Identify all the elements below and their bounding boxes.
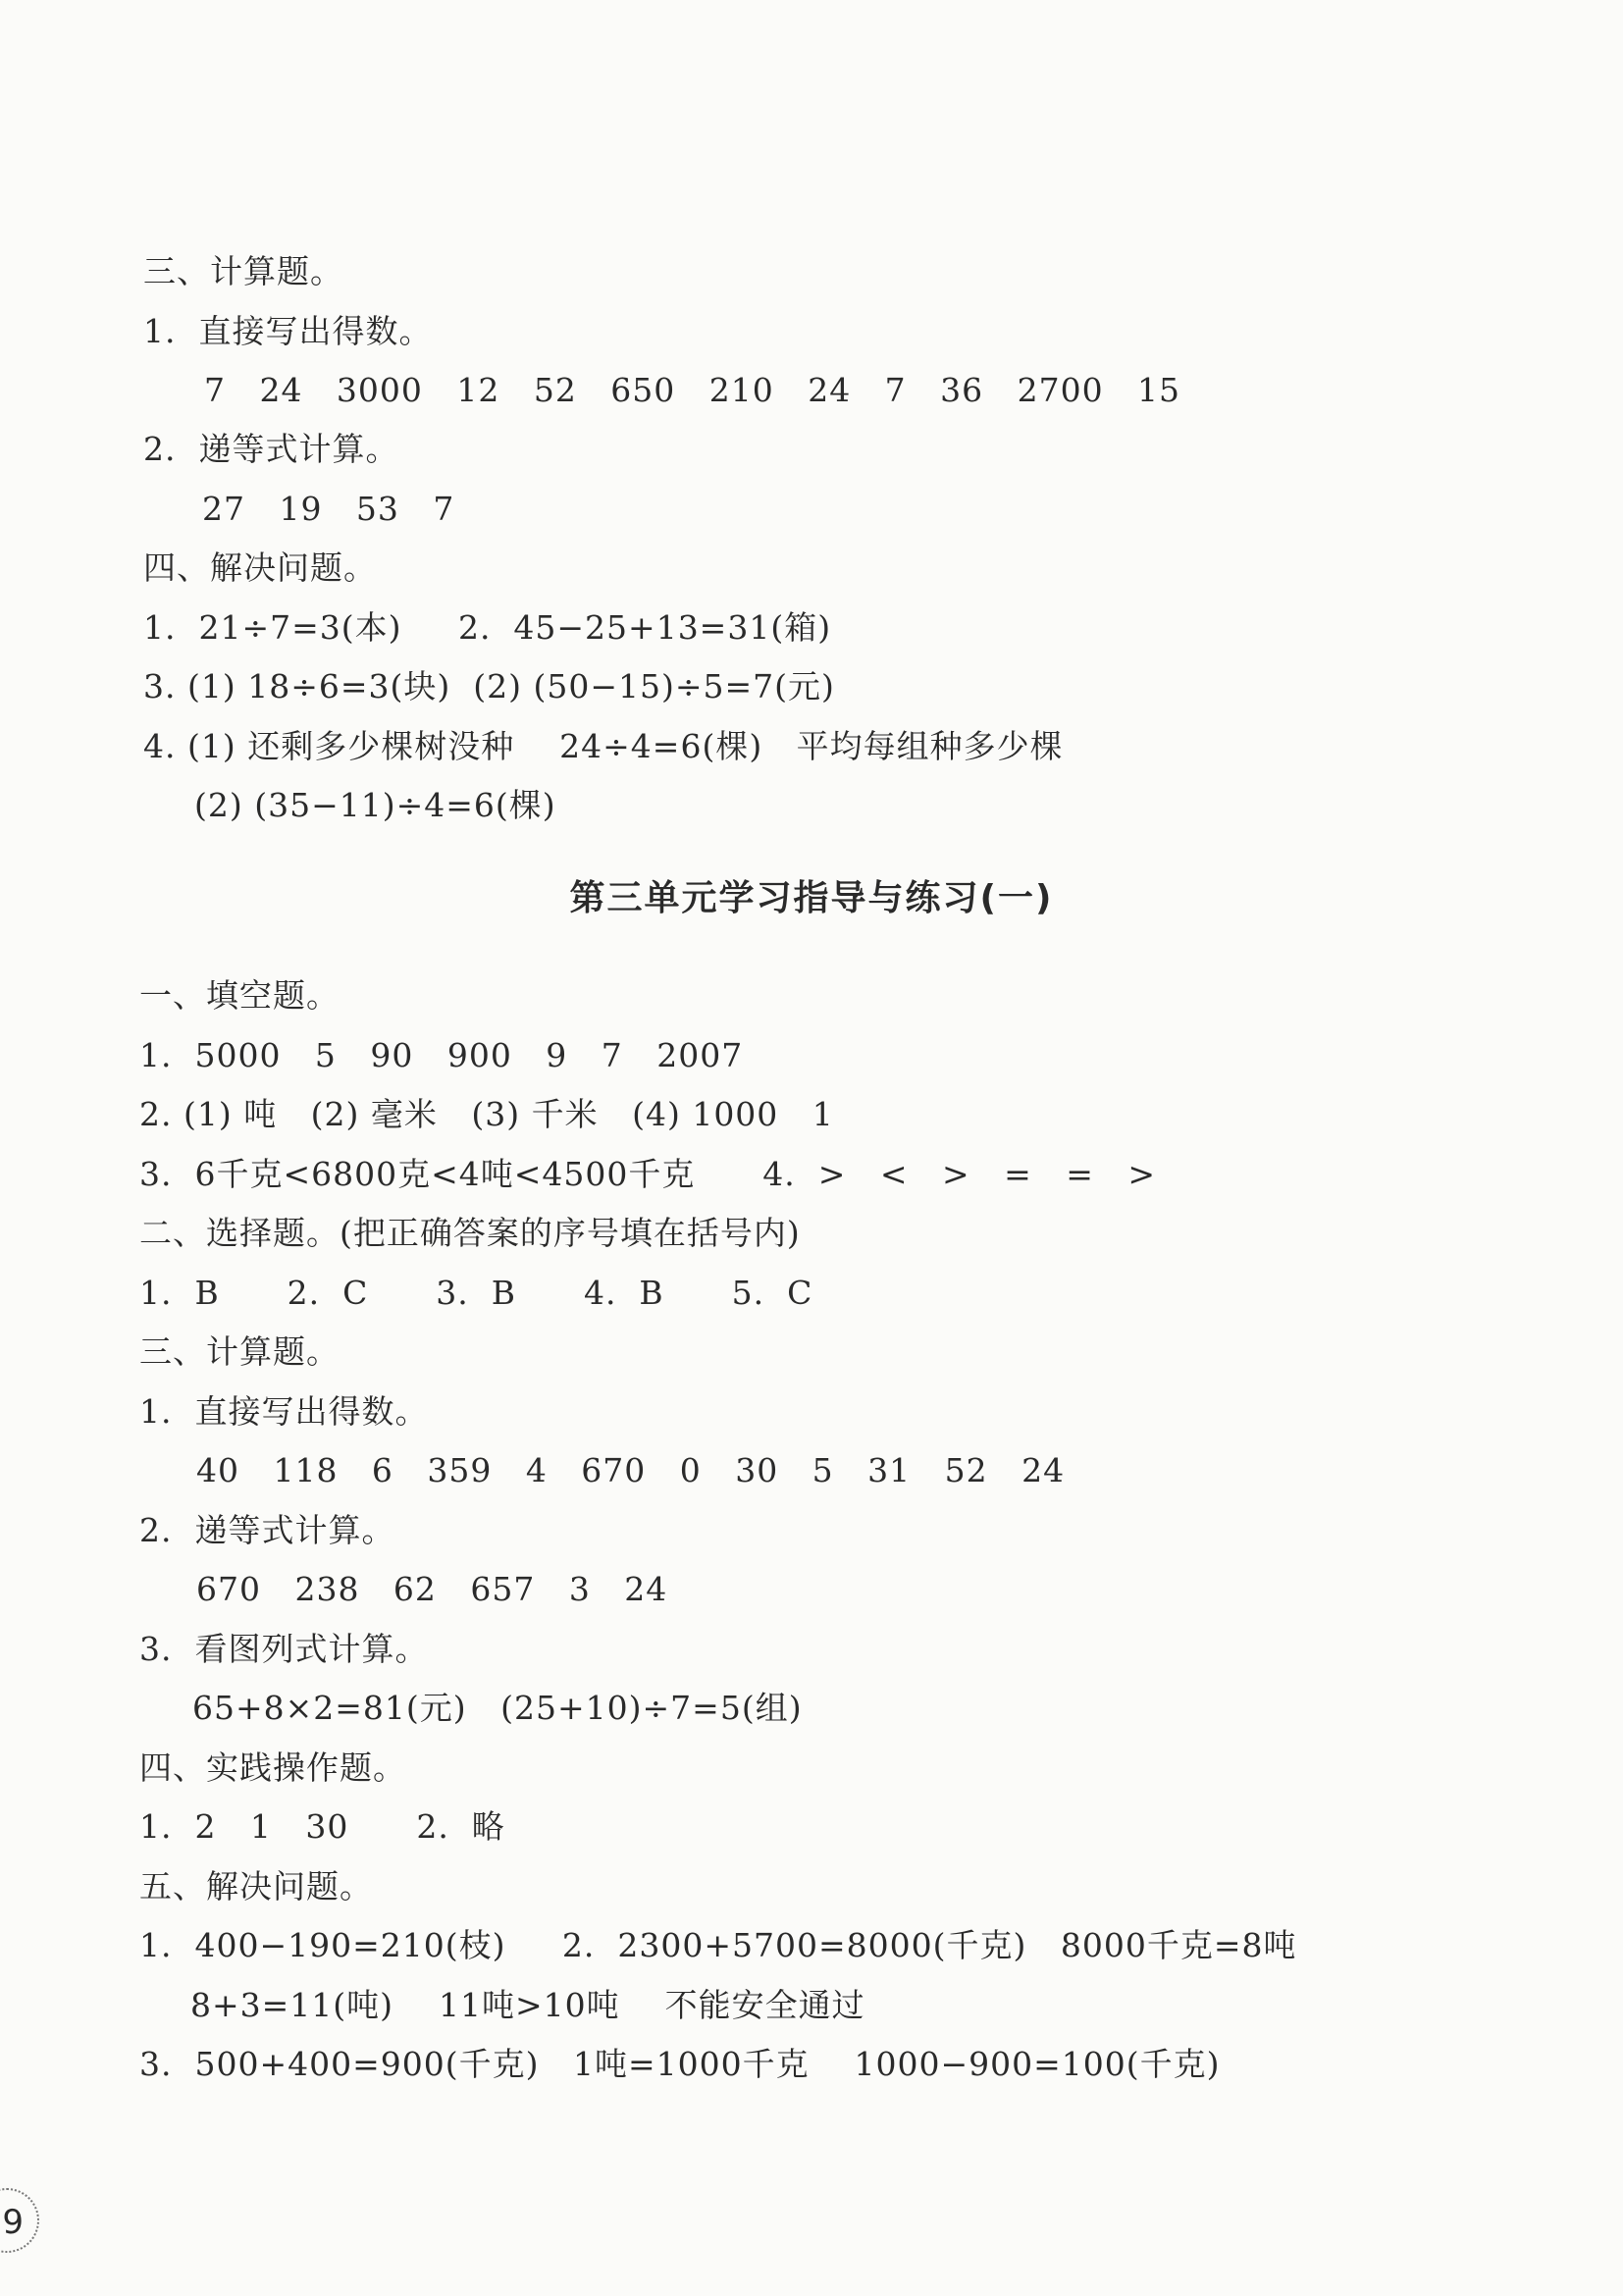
section-heading-choice: 二、选择题。(把正确答案的序号填在括号内) (139, 1214, 801, 1252)
question-label: 3. 看图列式计算。 (139, 1630, 429, 1668)
answer-line: 670 238 62 657 3 24 (196, 1570, 668, 1608)
answer-line: 1. 5000 5 90 900 9 7 2007 (139, 1036, 744, 1074)
answer-line: 65+8×2=81(元) (25+10)÷7=5(组) (192, 1689, 803, 1727)
answer-line: 3. 500+400=900(千克) 1吨=1000千克 1000−900=100(千克) (139, 2045, 1221, 2083)
answer-line: 27 19 53 7 (202, 490, 455, 528)
page-number: 9 (0, 2188, 39, 2253)
answer-line: 8+3=11(吨) 11吨>10吨 不能安全通过 (190, 1986, 865, 2024)
section-heading-fill: 一、填空题。 (139, 976, 340, 1015)
answer-line: 7 24 3000 12 52 650 210 24 7 36 2700 15 (204, 371, 1181, 409)
question-label: 2. 递等式计算。 (139, 1511, 395, 1549)
answer-line: 1. B 2. C 3. B 4. B 5. C (139, 1274, 813, 1312)
question-label: 2. 递等式计算。 (143, 430, 399, 468)
answer-line: 2. (1) 吨 (2) 毫米 (3) 千米 (4) 1000 1 (139, 1095, 834, 1133)
answer-line: 1. 2 1 30 2. 略 (139, 1807, 505, 1846)
answer-line: 1. 21÷7=3(本) 2. 45−25+13=31(箱) (143, 608, 832, 647)
answer-line: 3. (1) 18÷6=3(块) (2) (50−15)÷5=7(元) (143, 667, 835, 705)
answer-line: (2) (35−11)÷4=6(棵) (194, 786, 556, 824)
answer-line: 3. 6千克<6800克<4吨<4500千克 4. > < > = = > (139, 1155, 1157, 1193)
unit-title: 第三单元学习指导与练习(一) (569, 878, 1054, 918)
section-heading-calc: 三、计算题。 (139, 1332, 340, 1371)
section-heading-solve: 五、解决问题。 (139, 1867, 373, 1905)
section-heading-solve: 四、解决问题。 (143, 548, 377, 587)
answer-line: 40 118 6 359 4 670 0 30 5 31 52 24 (196, 1451, 1066, 1489)
section-heading-practice: 四、实践操作题。 (139, 1748, 406, 1787)
answer-line: 4. (1) 还剩多少棵树没种 24÷4=6(棵) 平均每组种多少棵 (143, 727, 1064, 765)
question-label: 1. 直接写出得数。 (143, 312, 433, 350)
answer-line: 1. 400−190=210(枝) 2. 2300+5700=8000(千克) 8000千克=8吨 (139, 1926, 1297, 1964)
section-heading-calc: 三、计算题。 (143, 252, 343, 290)
question-label: 1. 直接写出得数。 (139, 1392, 429, 1431)
